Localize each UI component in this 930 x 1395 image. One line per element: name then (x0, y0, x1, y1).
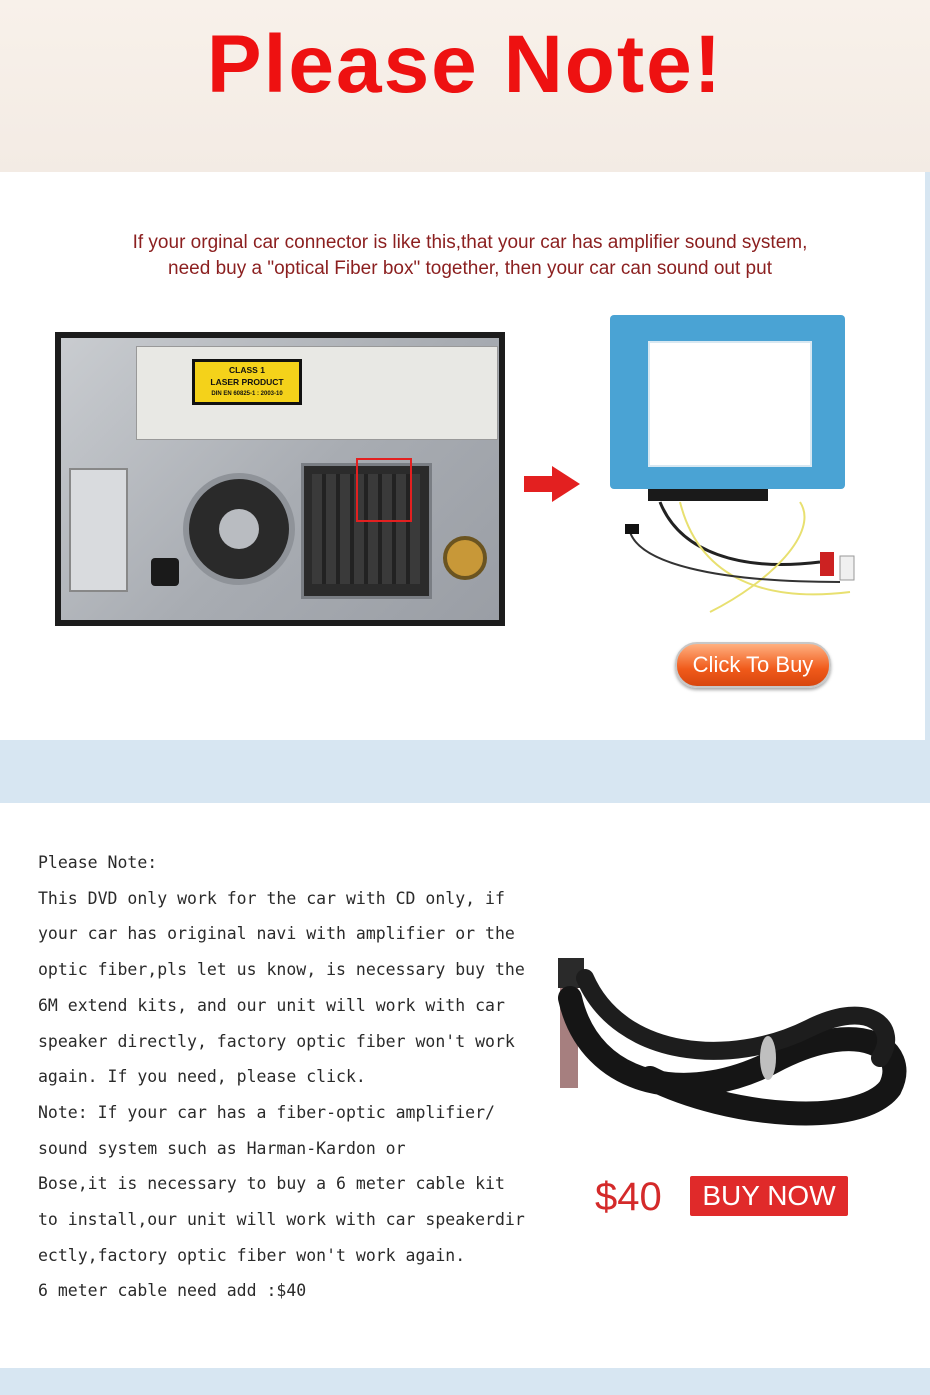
note-line: sound system such as Harman-Kardon or (38, 1138, 406, 1158)
fiber-box-cables (620, 492, 890, 632)
note-line: speaker directly, factory optic fiber won't work (38, 1031, 515, 1051)
head-unit-photo (55, 332, 505, 626)
page-title: Please Note! (206, 19, 724, 110)
note-line: ectly,factory optic fiber won't work again. (38, 1245, 466, 1265)
note-line: 6M extend kits, and our unit will work with car (38, 995, 505, 1015)
intro-line-2: need buy a "optical Fiber box" together, then your car can sound out put (168, 258, 772, 279)
intro-line-1: If your orginal car connector is like this,that your car has amplifier sound system, (132, 232, 808, 253)
note-line: Please Note: (38, 853, 158, 872)
unit-label-sticker (136, 346, 498, 440)
fakra-socket (151, 558, 179, 586)
price-label: $40 (595, 1175, 662, 1219)
cable-note-text (38, 845, 525, 1309)
laser-warning-label (192, 359, 302, 405)
optical-port-highlight (356, 458, 412, 522)
optical-fiber-box (610, 315, 845, 489)
cooling-fan (183, 473, 295, 585)
note-line: to install,our unit will work with car speakerdir (38, 1210, 525, 1230)
click-to-buy-button[interactable]: Click To Buy (675, 642, 831, 688)
intro-text (30, 230, 910, 282)
cable-kit-photo (530, 938, 920, 1138)
buy-now-button[interactable]: BUY NOW (690, 1176, 848, 1216)
mount-bracket (69, 468, 128, 592)
note-line: Bose,it is necessary to buy a 6 meter cable kit (38, 1174, 505, 1194)
note-line: again. If you need, please click. (38, 1067, 366, 1087)
note-line: your car has original navi with amplifier or the (38, 924, 515, 944)
laser-label-line-2: LASER PRODUCT (210, 377, 284, 387)
arrow-right-icon (522, 464, 582, 504)
cable-kit-panel (0, 803, 930, 1368)
connector-panel (0, 172, 925, 740)
antenna-socket (443, 536, 487, 580)
note-line: optic fiber,pls let us know, is necessary buy the (38, 960, 525, 980)
note-line: This DVD only work for the car with CD only, if (38, 888, 505, 908)
laser-label-line-3: DIN EN 60825-1 : 2003-10 (211, 391, 283, 397)
note-line: 6 meter cable need add :$40 (38, 1281, 307, 1301)
laser-label-line-1: CLASS 1 (229, 365, 265, 375)
note-line: Note: If your car has a fiber-optic amplifier/ (38, 1102, 495, 1122)
